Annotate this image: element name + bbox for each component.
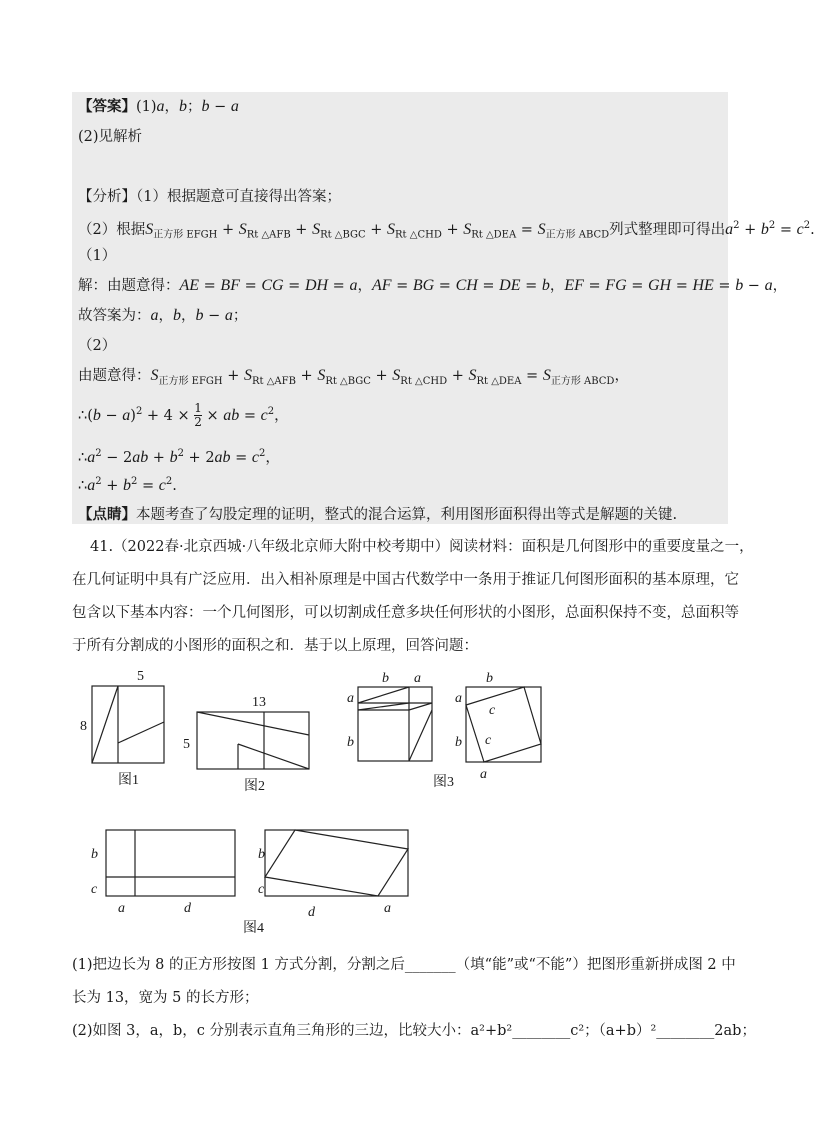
figure-3-right <box>466 687 541 762</box>
fig4-left-a-label: a <box>118 901 125 916</box>
fig1-top-label: 5 <box>137 669 144 684</box>
fig3-right-bottom-a-label: a <box>480 767 487 782</box>
fig2-left-label: 5 <box>183 737 190 752</box>
fig4-caption: 图4 <box>243 921 264 936</box>
figure-2 <box>197 712 309 769</box>
question-line-3: 包含以下基本内容：一个几何图形，可以切割成任意多块任何形状的小图形，总面积保持不变，总面积等 <box>72 605 739 621</box>
fig3-right-b-label: b <box>486 671 493 686</box>
fig2-top-label: 13 <box>252 695 266 710</box>
answer-line-1: 【答案】(1)a，b；b − a <box>78 98 239 115</box>
fig4-left-b-label: b <box>91 847 98 862</box>
fig4-left-c-label: c <box>91 882 98 897</box>
analysis-line-10: $\therefore a^2 + b^2 = c^2$. <box>78 476 177 494</box>
figure-4-left <box>106 830 235 896</box>
fig4-right-d-label: d <box>308 905 315 920</box>
analysis-line-3: （1） <box>78 248 117 264</box>
fig3-right-c2-label: c <box>485 733 492 748</box>
analysis-line-8: ∴(b − a)$^2$ + 4 × $\frac{1}{2}$ × ab = $c^2$， <box>78 401 289 430</box>
analysis-comment: 【点睛】本题考查了勾股定理的证明，整式的混合运算，利用图形面积得出等式是解题的关键. <box>78 506 678 523</box>
fig3-caption: 图3 <box>433 775 454 790</box>
question-1-line-b: 长为 13，宽为 5 的长方形； <box>72 990 259 1006</box>
answer-line-2: (2)见解析 <box>78 129 143 145</box>
analysis-line-2: （2）根据$S_{正方形 EFGH} + S_{Rt \triangle AFB} + S_{Rt \triangle BGC} + S_{Rt \triangle CHD} + S_{Rt \triangle DEA} = S_{正方形 ABCD}$列式整理即可得出$a^2 + b^2 = c^2$. <box>78 220 815 241</box>
fig1-caption: 图1 <box>118 773 139 788</box>
analysis-line-6: （2） <box>78 338 117 354</box>
analysis-line-7: 由题意得：$S_{正方形 EFGH} + S_{Rt \triangle AFB} + S_{Rt \triangle BGC} + S_{Rt \triangle CHD} + S_{Rt \triangle DEA} = S_{正方形 ABCD}$， <box>78 367 629 387</box>
figure-1 <box>92 686 164 763</box>
question-2-line: (2)如图 3，a，b，c 分别表示直角三角形的三边，比较大小：a²+b²________c²；（a+b）²________2ab； <box>72 1023 756 1039</box>
analysis-line-5: 故答案为：a，b，b − a； <box>78 307 248 324</box>
question-line-4: 于所有分割成的小图形的面积之和．基于以上原理，回答问题： <box>72 638 478 654</box>
analysis-line-4: 解：由题意得：AE = BF = CG = DH = a，AF = BG = CH = DE = b，EF = FG = GH = HE = b − a， <box>78 277 788 294</box>
fig3-right-c1-label: c <box>489 703 496 718</box>
question-1-line-a: (1)把边长为 8 的正方形按图 1 方式分割，分割之后_______（填“能”或“不能”）把图形重新拼成图 2 中 <box>72 957 736 973</box>
fig3-left-side-b-label: b <box>347 735 354 750</box>
fig4-right-b-label: b <box>258 847 265 862</box>
fig3-left-side-a-label: a <box>347 691 354 706</box>
fig3-left-b-label: b <box>382 671 389 686</box>
analysis-head: 【分析】（1）根据题意可直接得出答案； <box>78 189 341 205</box>
fig3-right-side-b-label: b <box>455 735 462 750</box>
analysis-line-9: $\therefore a^2 - 2ab + b^2 + 2ab = c^2$， <box>78 448 280 466</box>
question-line-2: 在几何证明中具有广泛应用．出入相补原理是中国古代数学中一条用于推证几何图形面积的基本原理，它 <box>72 572 739 588</box>
fig3-left-a-label: a <box>414 671 421 686</box>
question-line-1: 41.（2022春·北京西城·八年级北京师大附中校考期中）阅读材料：面积是几何图形中的重要度量之一， <box>90 539 754 555</box>
fig1-left-label: 8 <box>80 719 87 734</box>
figure-3-left <box>358 687 432 761</box>
figures-area <box>0 660 800 950</box>
figure-4-right <box>265 830 408 896</box>
fig2-caption: 图2 <box>244 779 265 794</box>
fig4-right-a-label: a <box>384 901 391 916</box>
fig4-left-d-label: d <box>184 901 191 916</box>
fig4-right-c-label: c <box>258 882 265 897</box>
fig3-right-a-label: a <box>455 691 462 706</box>
